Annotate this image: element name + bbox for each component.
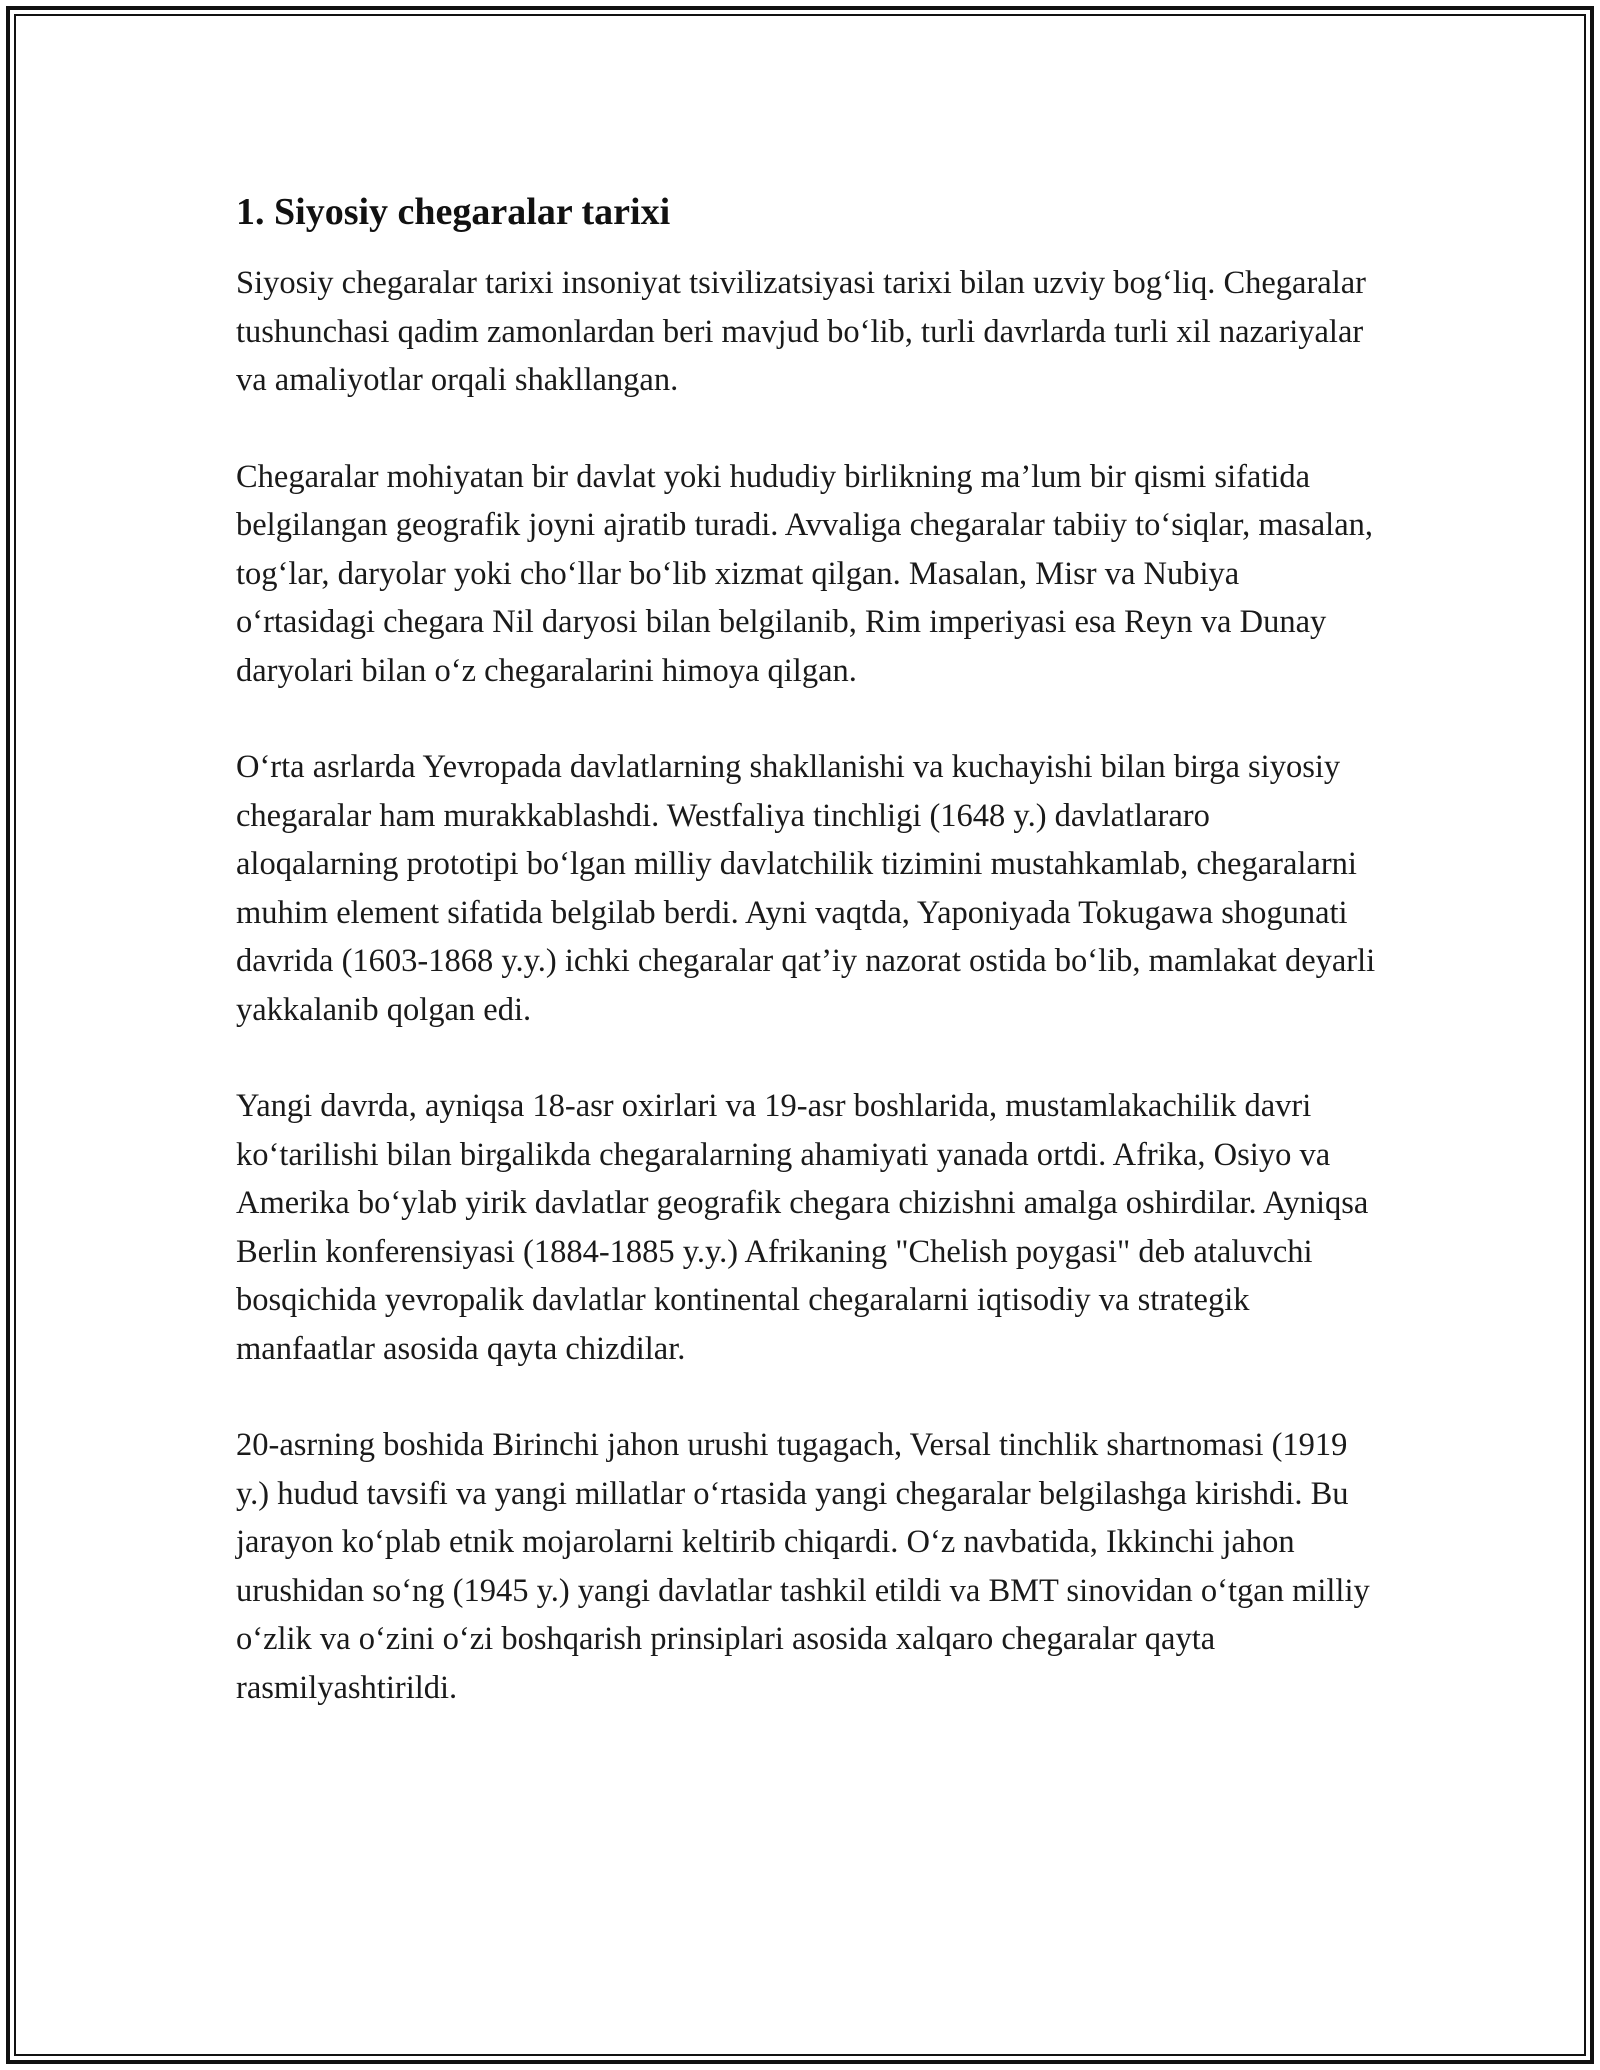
document-body [236,188,1376,1712]
paragraph-2: Chegaralar mohiyatan bir davlat yoki hududiy birlikning ma’lum bir qismi sifatida belgilangan geografik joyni ajratib turadi. Avvaliga chegaralar tabiiy to‘siqlar, masalan, tog‘lar, daryolar yoki cho‘llar bo‘lib xizmat qilgan. Masalan, Misr va Nubiya o‘rtasidagi chegara Nil daryosi bilan belgilanib, Rim imperiyasi esa Reyn va Dunay daryolari bilan o‘z chegaralarini himoya qilgan. [236,458,1373,689]
paragraph-3: O‘rta asrlarda Yevropada davlatlarning shakllanishi va kuchayishi bilan birga siyosiy chegaralar ham murakkablashdi. Westfaliya tinchligi (1648 y.) davlatlararo aloqalarning prototipi bo‘lgan milliy davlatchilik tizimini mustahkamlab, chegaralarni muhim element sifatida belgilab berdi. Ayni vaqtda, Yaponiyada Tokugawa shogunati davrida (1603-1868 y.y.) ichki chegaralar qat’iy nazorat ostida bo‘lib, mamlakat deyarli yakkalanib qolgan edi. [236,749,1376,1028]
paragraph-1: Siyosiy chegaralar tarixi insoniyat tsivilizatsiyasi tarixi bilan uzviy bog‘liq. Chegaralar tushunchasi qadim zamonlardan beri mavjud bo‘lib, turli davrlarda turli xil nazariyalar va amaliyotlar orqali shakllangan. [236,265,1366,399]
paragraph-4: Yangi davrda, ayniqsa 18-asr oxirlari va 19-asr boshlarida, mustamlakachilik davri ko‘tarilishi bilan birgalikda chegaralarning ahamiyati yanada ortdi. Afrika, Osiyo va Amerika bo‘ylab yirik davlatlar geografik chegara chizishni amalga oshirdilar. Ayniqsa Berlin konferensiyasi (1884-1885 y.y.) Afrikaning "Chelish poygasi" deb ataluvchi bosqichida yevropalik davlatlar kontinental chegaralarni iqtisodiy va strategik manfaatlar asosida qayta chizdilar. [236,1088,1369,1367]
section-heading: 1. Siyosiy chegaralar tarixi [236,191,671,233]
paragraph-5: 20-asrning boshida Birinchi jahon urushi tugagach, Versal tinchlik shartnomasi (1919 y.) hudud tavsifi va yangi millatlar o‘rtasida yangi chegaralar belgilashga kirishdi. Bu jarayon ko‘plab etnik mojarolarni keltirib chiqardi. O‘z navbatida, Ikkinchi jahon urushidan so‘ng (1945 y.) yangi davlatlar tashkil etildi va BMT sinovidan o‘tgan milliy o‘zlik va o‘zini o‘zi boshqarish prinsiplari asosida xalqaro chegaralar qayta rasmilyashtirildi. [236,1427,1370,1706]
